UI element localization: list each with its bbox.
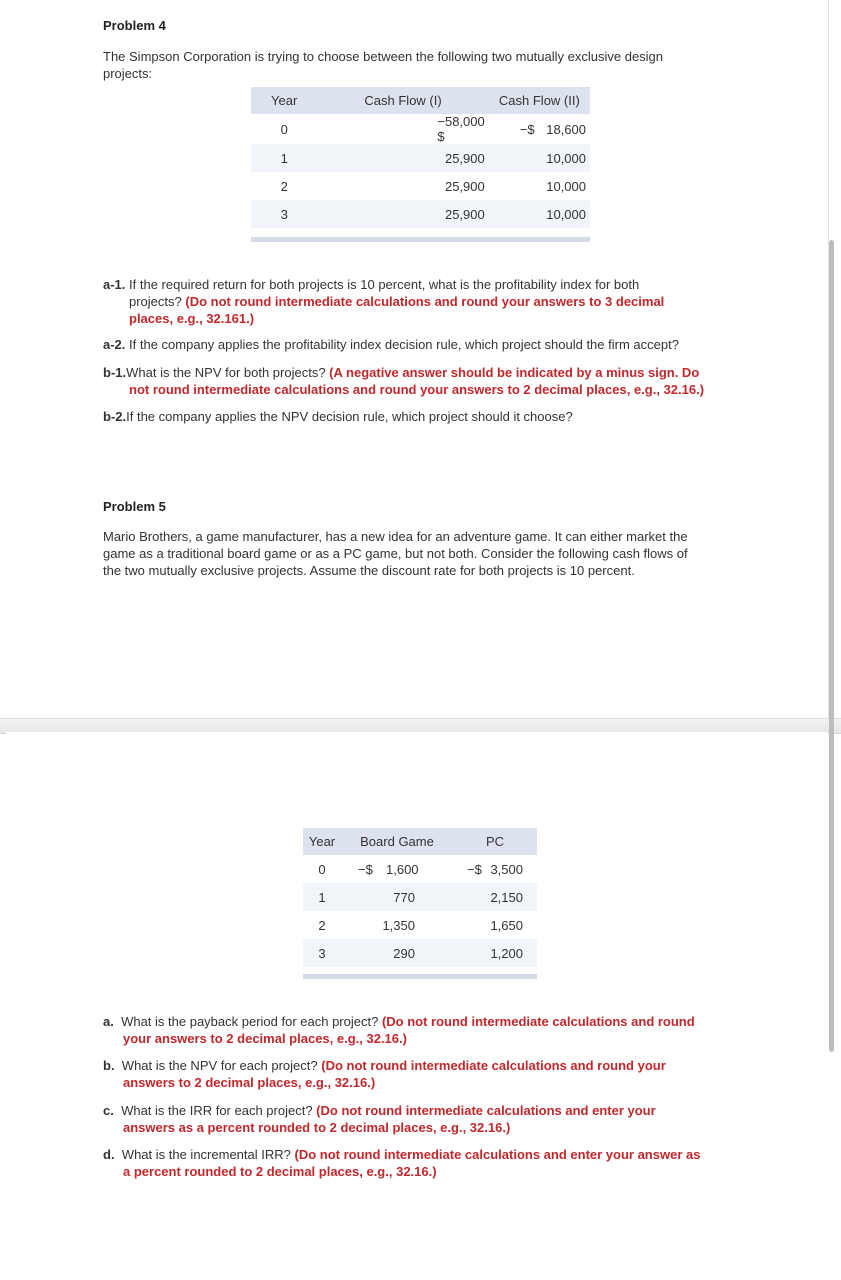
- cell-cash-flow-2: 10,000: [489, 144, 590, 172]
- problem-4-heading: Problem 4: [103, 18, 166, 33]
- header-year: Year: [251, 87, 317, 114]
- question-a1: a-1. If the required return for both projects is 10 percent, what is the profitability index for both projects? (Do not round intermediate calculations and round your answers to 3 decimal places, e.g., 32.161.): [103, 277, 665, 326]
- question-5b: b. What is the NPV for each project? (Do not round intermediate calculations and round your answers to 2 decimal places, e.g., 32.16.): [103, 1058, 666, 1090]
- table-bottom-rule: [303, 974, 537, 979]
- header-year: Year: [308, 834, 336, 849]
- problem-4-cash-flow-table: [251, 87, 590, 228]
- question-5d: d. What is the incremental IRR? (Do not round intermediate calculations and enter your answer as a percent rounded to 2 decimal places, e.g., 32.16.): [103, 1147, 701, 1179]
- cell-year: 1: [251, 144, 317, 172]
- cell-cash-flow-1: −$ 58,000: [317, 114, 488, 144]
- problem-5-heading: Problem 5: [103, 499, 166, 514]
- table-header-row: [303, 828, 537, 855]
- scrollbar-thumb[interactable]: [829, 240, 834, 1052]
- table-row: [251, 200, 590, 228]
- problem-4-intro: The Simpson Corporation is trying to choose between the following two mutually exclusive design projects:: [103, 49, 664, 81]
- question-5a: a. What is the payback period for each project? (Do not round intermediate calculations and round your answers to 2 decimal places, e.g., 32.16.): [103, 1014, 695, 1046]
- table-row: [251, 172, 590, 200]
- cell-cash-flow-1: 25,900: [317, 144, 488, 172]
- cell-cash-flow-2: 10,000: [489, 172, 590, 200]
- table-header-row: [251, 87, 590, 114]
- header-cash-flow-1: Cash Flow (I): [317, 87, 488, 114]
- problem-5-intro: Mario Brothers, a game manufacturer, has a new idea for an adventure game. It can either market the game as a traditional board game or as a PC game, but not both. Consider the following cash flows of the two mutually exclusive projects. Assume the discount rate for both projects is 10 percent.: [103, 529, 688, 578]
- document-page-2: [6, 732, 828, 1280]
- table-row: 1 770 2,150: [303, 883, 537, 911]
- table-row: [251, 144, 590, 172]
- table-row: 0 −$ 1,600 −$ 3,500: [303, 855, 537, 883]
- table-row: [251, 114, 590, 144]
- header-board-game: Board Game: [360, 834, 434, 849]
- question-b2: b-2.If the company applies the NPV decision rule, which project should it choose?: [103, 409, 573, 424]
- header-cash-flow-2: Cash Flow (II): [489, 87, 590, 114]
- question-a2: a-2. If the company applies the profitability index decision rule, which project should the firm accept?: [103, 337, 679, 352]
- question-5c: c. What is the IRR for each project? (Do not round intermediate calculations and enter your answers as a percent rounded to 2 decimal places, e.g., 32.16.): [103, 1103, 656, 1135]
- cell-cash-flow-1: 25,900: [317, 200, 488, 228]
- table-row: 2 1,350 1,650: [303, 911, 537, 939]
- header-pc: PC: [485, 834, 505, 849]
- cell-year: 3: [251, 200, 317, 228]
- cell-year: 2: [251, 172, 317, 200]
- question-b1: b-1.What is the NPV for both projects? (A negative answer should be indicated by a minus sign. Do not round intermediate calculations and round your answers to 2 decimal places, e.g., 32.16.): [103, 365, 705, 397]
- table-row: 3 290 1,200: [303, 939, 537, 967]
- cell-cash-flow-2: −$ 18,600: [489, 114, 590, 144]
- cell-cash-flow-1: 25,900: [317, 172, 488, 200]
- cell-cash-flow-2: 10,000: [489, 200, 590, 228]
- table-bottom-rule: [251, 237, 590, 242]
- cell-year: 0: [251, 114, 317, 144]
- problem-5-cash-flow-table: [303, 828, 537, 967]
